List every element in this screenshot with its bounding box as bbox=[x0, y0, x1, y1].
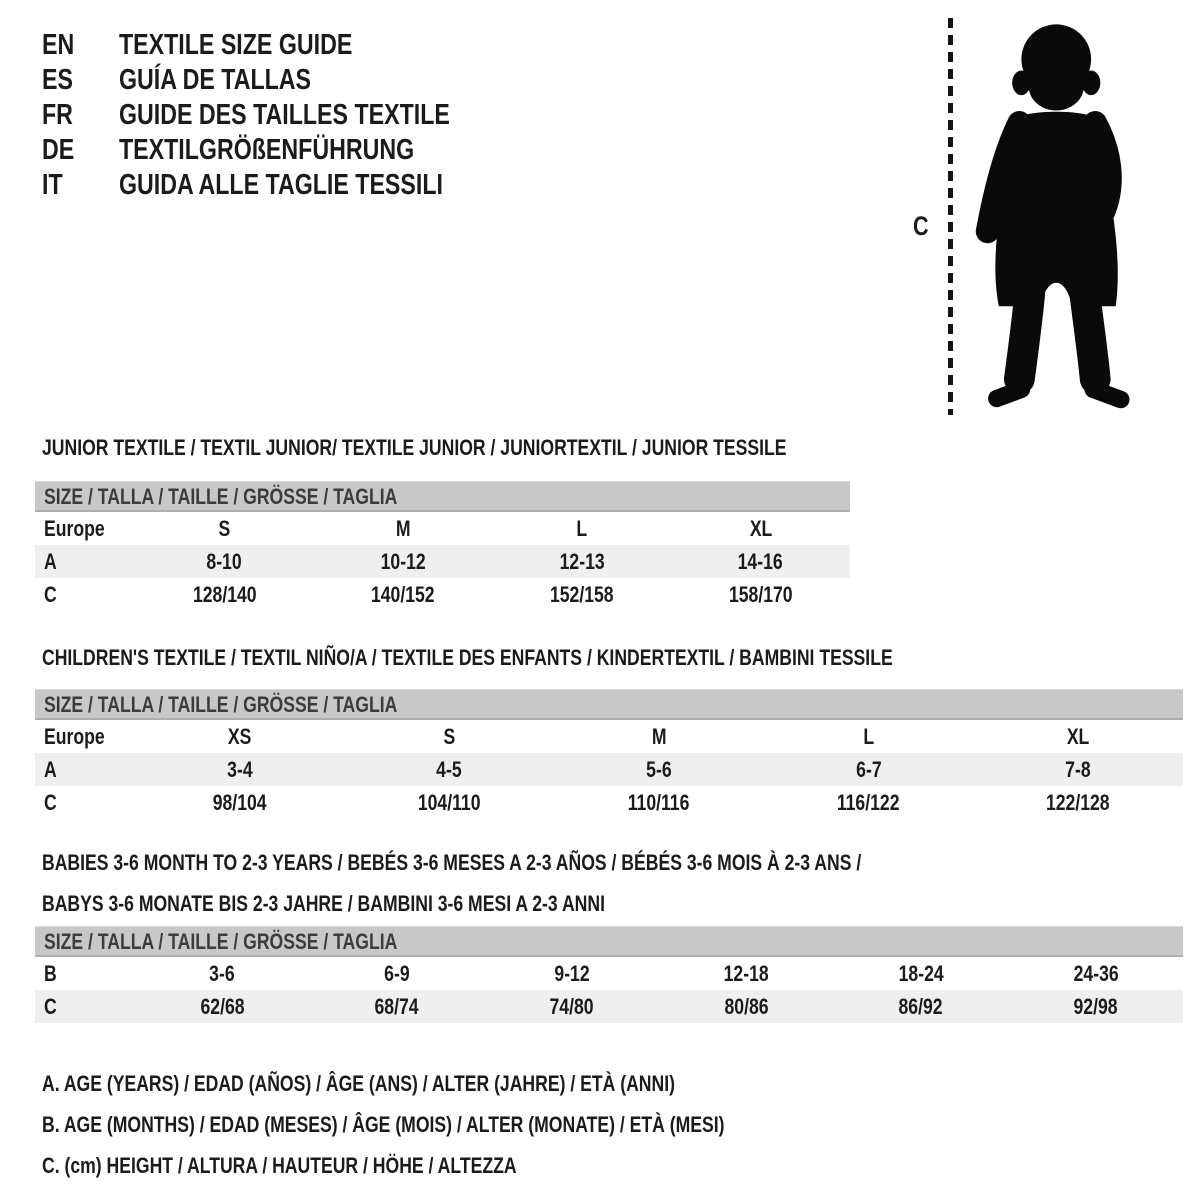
size-table-header bbox=[35, 926, 1183, 957]
size-value-text: 5-6 bbox=[646, 756, 672, 782]
size-value-cell bbox=[1008, 994, 1183, 1020]
table-row bbox=[35, 786, 1183, 819]
table-row bbox=[35, 990, 1183, 1023]
size-value-cell bbox=[764, 790, 974, 816]
size-value-text: 116/122 bbox=[837, 789, 900, 815]
size-value-text: 3-6 bbox=[209, 960, 236, 986]
size-value-text: 6-9 bbox=[384, 960, 410, 986]
language-title-text: GUIDE DES TAILLES TEXTILE bbox=[119, 99, 450, 131]
size-value-text: 158/170 bbox=[728, 581, 793, 607]
footnote-text: B. AGE (MONTHS) / EDAD (MESES) / ÂGE (MOIS) / ALTER (MONATE) / ETÀ (MESI) bbox=[42, 1112, 725, 1137]
size-value-cell bbox=[493, 549, 672, 575]
size-value-cell bbox=[135, 994, 310, 1020]
size-value-text: 140/152 bbox=[371, 581, 435, 607]
size-table-header-text: SIZE / TALLA / TAILLE / GRÖSSE / TAGLIA bbox=[44, 928, 398, 954]
row-label-cell bbox=[35, 724, 135, 750]
section-title-line bbox=[42, 893, 1066, 915]
size-value-text: XS bbox=[228, 723, 252, 749]
size-value-cell bbox=[1008, 961, 1183, 987]
language-title bbox=[119, 169, 524, 202]
size-value-text: L bbox=[863, 723, 874, 749]
size-value-text: XL bbox=[1066, 723, 1090, 749]
table-row bbox=[35, 545, 850, 578]
size-value-text: 68/74 bbox=[374, 993, 420, 1019]
size-value-cell bbox=[764, 724, 974, 750]
size-value-text: 122/128 bbox=[1046, 789, 1110, 815]
language-title-text: TEXTILGRÖßENFÜHRUNG bbox=[119, 134, 415, 166]
row-label-text: A bbox=[44, 548, 57, 574]
language-row bbox=[42, 63, 533, 98]
size-value-text: 4-5 bbox=[436, 756, 463, 782]
size-table-children bbox=[35, 689, 1183, 819]
size-value-cell bbox=[554, 757, 764, 783]
size-value-text: 18-24 bbox=[898, 960, 944, 986]
language-row bbox=[42, 98, 533, 133]
size-value-cell bbox=[671, 582, 850, 608]
size-value-cell bbox=[135, 582, 314, 608]
size-value-text: 10-12 bbox=[380, 548, 426, 574]
size-value-text: 3-4 bbox=[227, 756, 253, 782]
language-title-text: TEXTILE SIZE GUIDE bbox=[119, 29, 353, 61]
row-label-text: C bbox=[44, 993, 57, 1019]
row-label-text: B bbox=[44, 960, 57, 986]
row-label-cell bbox=[35, 790, 135, 816]
baby-silhouette-icon bbox=[930, 8, 1162, 418]
section-title-line bbox=[42, 437, 973, 459]
size-value-text: 24-36 bbox=[1073, 960, 1119, 986]
size-value-text: M bbox=[395, 515, 411, 541]
size-value-text: 110/116 bbox=[628, 789, 690, 815]
size-value-text: 80/86 bbox=[724, 993, 769, 1019]
footnote-line bbox=[42, 1155, 895, 1177]
language-row bbox=[42, 168, 533, 203]
table-row bbox=[35, 720, 1183, 753]
footnote-list bbox=[42, 1073, 895, 1196]
size-value-text: 74/80 bbox=[549, 993, 594, 1019]
language-row bbox=[42, 133, 533, 168]
size-value-text: 128/140 bbox=[192, 581, 257, 607]
size-value-text: 12-13 bbox=[559, 548, 605, 574]
row-label-text: A bbox=[44, 756, 57, 782]
language-title-text: GUIDA ALLE TAGLIE TESSILI bbox=[119, 169, 443, 201]
size-value-cell bbox=[973, 790, 1183, 816]
footnote-line bbox=[42, 1073, 895, 1095]
language-code-text: IT bbox=[42, 169, 63, 201]
figure-height-label-text: C bbox=[913, 211, 929, 241]
language-title bbox=[119, 64, 359, 97]
size-table-header-text: SIZE / TALLA / TAILLE / GRÖSSE / TAGLIA bbox=[44, 483, 398, 509]
language-code-text: DE bbox=[42, 134, 75, 166]
size-value-cell bbox=[314, 516, 493, 542]
language-code bbox=[42, 134, 119, 167]
table-row bbox=[35, 753, 1183, 786]
size-value-cell bbox=[659, 994, 834, 1020]
language-title-text: GUÍA DE TALLAS bbox=[119, 64, 312, 96]
language-code bbox=[42, 99, 119, 132]
row-label-cell bbox=[35, 994, 135, 1020]
size-value-cell bbox=[764, 757, 974, 783]
language-title-list bbox=[42, 28, 533, 203]
row-label-cell bbox=[35, 549, 135, 575]
size-value-text: 12-18 bbox=[723, 960, 769, 986]
section-title-text: JUNIOR TEXTILE / TEXTIL JUNIOR/ TEXTILE JUNIOR / JUNIORTEXTIL / JUNIOR TESSILE bbox=[42, 435, 787, 460]
language-code-text: FR bbox=[42, 99, 73, 131]
size-value-cell bbox=[671, 516, 850, 542]
size-value-cell bbox=[484, 961, 659, 987]
language-title bbox=[119, 134, 488, 167]
size-value-cell bbox=[135, 757, 345, 783]
size-value-cell bbox=[310, 961, 485, 987]
size-value-cell bbox=[345, 724, 555, 750]
size-value-cell bbox=[135, 790, 345, 816]
size-value-cell bbox=[484, 994, 659, 1020]
row-label-text: C bbox=[44, 789, 57, 815]
size-value-text: XL bbox=[749, 515, 772, 541]
footnote-line bbox=[42, 1114, 895, 1136]
size-value-cell bbox=[493, 582, 672, 608]
section-title-text: BABYS 3-6 MONATE BIS 2-3 JAHRE / BAMBINI 3-6 MESI A 2-3 ANNI bbox=[42, 891, 605, 916]
size-value-text: 86/92 bbox=[898, 993, 944, 1019]
size-value-cell bbox=[973, 757, 1183, 783]
size-value-cell bbox=[973, 724, 1183, 750]
size-value-text: 9-12 bbox=[554, 960, 590, 986]
language-code bbox=[42, 64, 119, 97]
size-value-cell bbox=[314, 582, 493, 608]
size-value-cell bbox=[135, 961, 310, 987]
size-value-text: M bbox=[651, 723, 667, 749]
size-value-text: S bbox=[218, 515, 231, 541]
section-title-text: BABIES 3-6 MONTH TO 2-3 YEARS / BEBÉS 3-6 MESES A 2-3 AÑOS / BÉBÉS 3-6 MOIS À 2-3 ANS / bbox=[42, 850, 862, 875]
size-value-cell bbox=[135, 724, 345, 750]
size-value-cell bbox=[345, 757, 555, 783]
table-row bbox=[35, 957, 1183, 990]
row-label-cell bbox=[35, 757, 135, 783]
size-value-cell bbox=[310, 994, 485, 1020]
row-label-text: Europe bbox=[44, 723, 105, 749]
language-code bbox=[42, 169, 119, 202]
row-label-text: Europe bbox=[44, 515, 105, 541]
section-title-junior bbox=[42, 437, 973, 478]
language-row bbox=[42, 28, 533, 63]
size-value-cell bbox=[554, 724, 764, 750]
size-table-babies bbox=[35, 926, 1183, 1023]
size-table-junior bbox=[35, 481, 850, 611]
size-value-cell bbox=[554, 790, 764, 816]
size-value-text: S bbox=[443, 723, 456, 749]
row-label-text: C bbox=[44, 581, 57, 607]
section-title-line bbox=[42, 647, 1105, 669]
size-value-cell bbox=[493, 516, 672, 542]
language-title bbox=[119, 99, 533, 132]
language-code bbox=[42, 29, 119, 62]
size-value-cell bbox=[834, 994, 1009, 1020]
footnote-text: C. (cm) HEIGHT / ALTURA / HAUTEUR / HÖHE / ALTEZZA bbox=[42, 1153, 517, 1178]
table-row bbox=[35, 578, 850, 611]
row-label-cell bbox=[35, 961, 135, 987]
size-value-text: 14-16 bbox=[738, 548, 784, 574]
section-title-babies bbox=[42, 852, 1066, 934]
size-value-text: 98/104 bbox=[212, 789, 267, 815]
table-row bbox=[35, 512, 850, 545]
footnote-text: A. AGE (YEARS) / EDAD (AÑOS) / ÂGE (ANS) / ALTER (JAHRE) / ETÀ (ANNI) bbox=[42, 1071, 675, 1096]
size-table-header bbox=[35, 689, 1183, 720]
size-value-cell bbox=[135, 516, 314, 542]
section-title-line bbox=[42, 852, 1066, 874]
size-value-cell bbox=[345, 790, 555, 816]
size-value-cell bbox=[314, 549, 493, 575]
size-table-header-text: SIZE / TALLA / TAILLE / GRÖSSE / TAGLIA bbox=[44, 691, 398, 717]
size-value-text: 62/68 bbox=[200, 993, 245, 1019]
size-value-text: 92/98 bbox=[1073, 993, 1118, 1019]
size-value-cell bbox=[659, 961, 834, 987]
size-value-cell bbox=[671, 549, 850, 575]
size-value-cell bbox=[135, 549, 314, 575]
language-title bbox=[119, 29, 411, 62]
size-value-text: 104/110 bbox=[418, 789, 481, 815]
section-title-text: CHILDREN'S TEXTILE / TEXTIL NIÑO/A / TEXTILE DES ENFANTS / KINDERTEXTIL / BAMBINI TESSILE bbox=[42, 645, 893, 670]
size-value-text: 6-7 bbox=[855, 756, 882, 782]
row-label-cell bbox=[35, 582, 135, 608]
size-value-text: 7-8 bbox=[1065, 756, 1091, 782]
section-title-children bbox=[42, 647, 1105, 688]
language-code-text: ES bbox=[42, 64, 73, 96]
size-value-cell bbox=[834, 961, 1009, 987]
size-value-text: L bbox=[576, 515, 588, 541]
size-value-text: 152/158 bbox=[550, 581, 614, 607]
row-label-cell bbox=[35, 516, 135, 542]
size-table-header bbox=[35, 481, 850, 512]
size-value-text: 8-10 bbox=[206, 548, 242, 574]
language-code-text: EN bbox=[42, 29, 75, 61]
